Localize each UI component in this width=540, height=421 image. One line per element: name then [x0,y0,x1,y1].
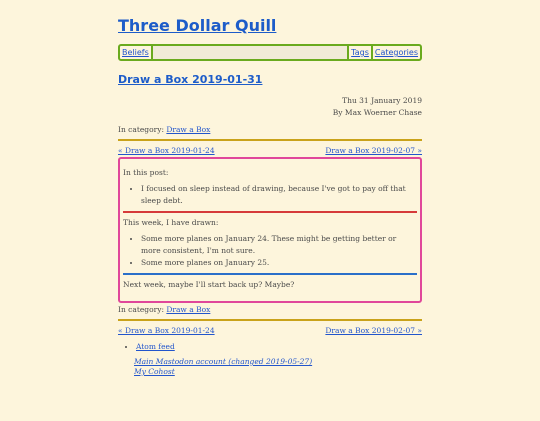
drawn-list [123,233,417,269]
next-week-text: Next week, maybe I'll start back up? Maybe? [123,280,295,289]
nav-tags-link[interactable]: Tags [351,48,369,57]
summary-item: • I focused on sleep instead of drawing, because I've got to pay off that sleep debt. [141,183,417,207]
category-link-bottom[interactable]: Draw a Box [166,305,211,314]
section-divider-red [123,211,417,213]
category-link[interactable]: Draw a Box [166,125,211,134]
top-nav [118,44,422,61]
nav-categories-link[interactable]: Categories [374,48,418,57]
drawn-item: • Some more planes on January 25. [141,257,417,269]
post-meta [118,95,422,119]
next-post-link[interactable]: Draw a Box 2019-02-07 » [325,146,422,155]
in-this-post-label: In this post: [123,168,169,177]
post-title-link[interactable]: Draw a Box 2019-01-31 [118,73,263,86]
summary-list [123,183,417,207]
pager-top [118,146,422,156]
post-author: By Max Woerner Chase [332,108,422,117]
footer-list [118,342,422,351]
next-post-link-bottom[interactable]: Draw a Box 2019-02-07 » [325,326,422,335]
prev-post-link[interactable]: « Draw a Box 2019-01-24 [118,146,215,155]
post-category [118,125,422,135]
nav-beliefs-link[interactable]: Beliefs [122,48,149,57]
footer-social-links [134,357,422,377]
footer [118,342,422,377]
page [118,16,422,377]
divider-bottom [118,319,422,321]
this-week-label: This week, I have drawn: [123,218,219,227]
divider-top [118,139,422,141]
site-title-link[interactable]: Three Dollar Quill [118,16,277,35]
section-divider-blue [123,273,417,275]
post-date: Thu 31 January 2019 [342,96,422,105]
cohost-link[interactable]: My Cohost [134,367,175,376]
footer-item [136,342,422,351]
mastodon-link[interactable]: Main Mastodon account (changed 2019-05-27) [134,357,313,366]
post-body [118,157,422,303]
atom-feed-link[interactable]: Atom feed [136,342,175,351]
pager-bottom [118,326,422,336]
post-category-bottom [118,305,422,315]
nav-spacer [151,46,349,59]
category-prefix: In category: [118,125,164,134]
category-prefix-bottom: In category: [118,305,164,314]
prev-post-link-bottom[interactable]: « Draw a Box 2019-01-24 [118,326,215,335]
drawn-item: • Some more planes on January 24. These might be getting better or more consistent, I'm not sure. [141,233,417,257]
